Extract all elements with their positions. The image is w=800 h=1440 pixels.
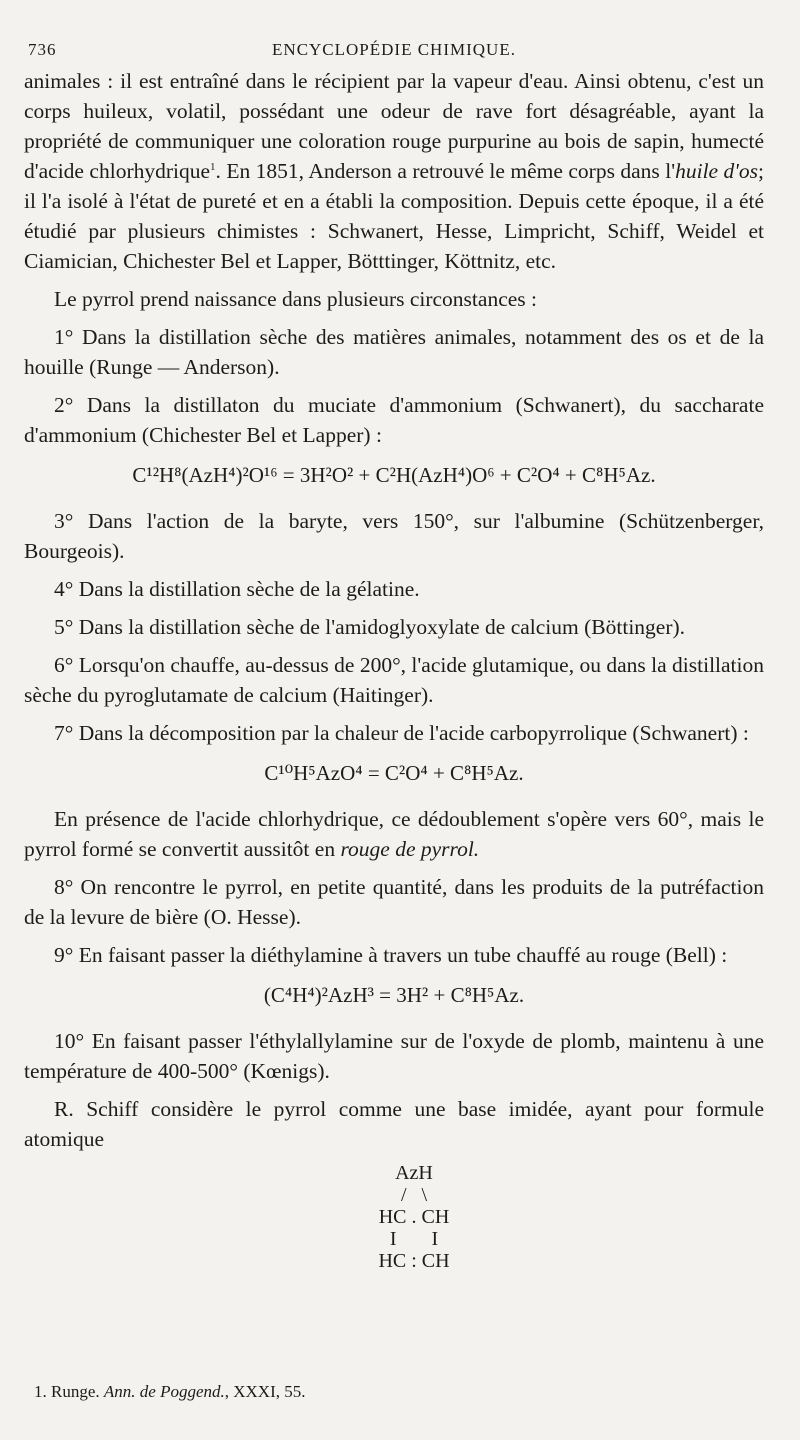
list-item: 2° Dans la distillaton du muciate d'ammonium (Schwanert), du saccharate d'ammonium (Chichester Bel et Lapper) : — [24, 393, 764, 447]
running-title: ENCYCLOPÉDIE CHIMIQUE. — [272, 40, 516, 59]
list-item: 9° En faisant passer la diéthylamine à travers un tube chauffé au rouge (Bell) : — [54, 943, 728, 967]
paragraph: animales : il est entraîné dans le récipient par la vapeur d'eau. Ainsi obtenu, c'est un corps huileux, volatil, possédant une odeur de rave fort désagréable, ayant la propriété de communiquer une coloration rouge purpurine au bois de sapin, humecté d'acide chlorhydrique$^1$. En 1851, Anderson a retrouvé le même corps dans l'huile d'os; il l'a isolé à l'état de pureté et en a établi la composition. Depuis cette époque, il a été étudié par plusieurs chimistes : Schwanert, Hesse, Limpricht, Schiff, Weidel et Ciamician, Chichester Bel et Lapper, Bötttinger, Köttnitz, etc. — [24, 69, 764, 273]
formula: C¹²H⁸(AzH⁴)²O¹⁶ = 3H²O² + C²H(AzH⁴)O⁶ + C²O⁴ + C⁸H⁵Az. — [132, 463, 656, 487]
structural-formula: AzH / \ HC . CH I I HC : CH — [378, 1162, 450, 1272]
emphasis: rouge de pyrrol. — [340, 837, 480, 861]
list-item: 6° Lorsqu'on chauffe, au-dessus de 200°, l'acide glutamique, ou dans la distillation sèche du pyroglutamate de calcium (Haitinger). — [24, 653, 765, 707]
emphasis: huile d'os — [675, 159, 759, 183]
page-number: 736 — [28, 40, 57, 59]
footnote: 1. Runge. Ann. de Poggend., XXXI, 55. — [34, 1382, 306, 1401]
list-item: 1° Dans la distillation sèche des matières animales, notamment des os et de la houille (Runge — Anderson). — [24, 325, 764, 379]
list-item: 7° Dans la décomposition par la chaleur de l'acide carbopyrrolique (Schwanert) : — [54, 721, 749, 745]
formula: (C⁴H⁴)²AzH³ = 3H² + C⁸H⁵Az. — [263, 983, 525, 1007]
footnote-ref: 1 — [210, 160, 216, 173]
paragraph: En présence de l'acide chlorhydrique, ce dédoublement s'opère vers 60°, mais le pyrrol formé se convertit aussitôt en rouge de pyrrol. — [24, 807, 764, 861]
formula: C¹⁰H⁵AzO⁴ = C²O⁴ + C⁸H⁵Az. — [264, 761, 524, 785]
list-item: 5° Dans la distillation sèche de l'amidoglyoxylate de calcium (Böttinger). — [54, 615, 686, 639]
document-page — [24, 30, 764, 1430]
list-item: 10° En faisant passer l'éthylallylamine sur de l'oxyde de plomb, maintenu à une température de 400-500° (Kœnigs). — [24, 1029, 764, 1083]
list-item: 4° Dans la distillation sèche de la gélatine. — [54, 577, 420, 601]
page-header — [24, 30, 764, 66]
paragraph: R. Schiff considère le pyrrol comme une base imidée, ayant pour formule atomique — [24, 1097, 764, 1151]
list-item: 8° On rencontre le pyrrol, en petite quantité, dans les produits de la putréfaction de la levure de bière (O. Hesse). — [24, 875, 764, 929]
page-body — [24, 66, 764, 1272]
paragraph: Le pyrrol prend naissance dans plusieurs circonstances : — [54, 287, 537, 311]
journal-title: Ann. de Poggend. — [103, 1382, 225, 1401]
list-item: 3° Dans l'action de la baryte, vers 150°, sur l'albumine (Schützenberger, Bourgeois). — [24, 509, 764, 563]
